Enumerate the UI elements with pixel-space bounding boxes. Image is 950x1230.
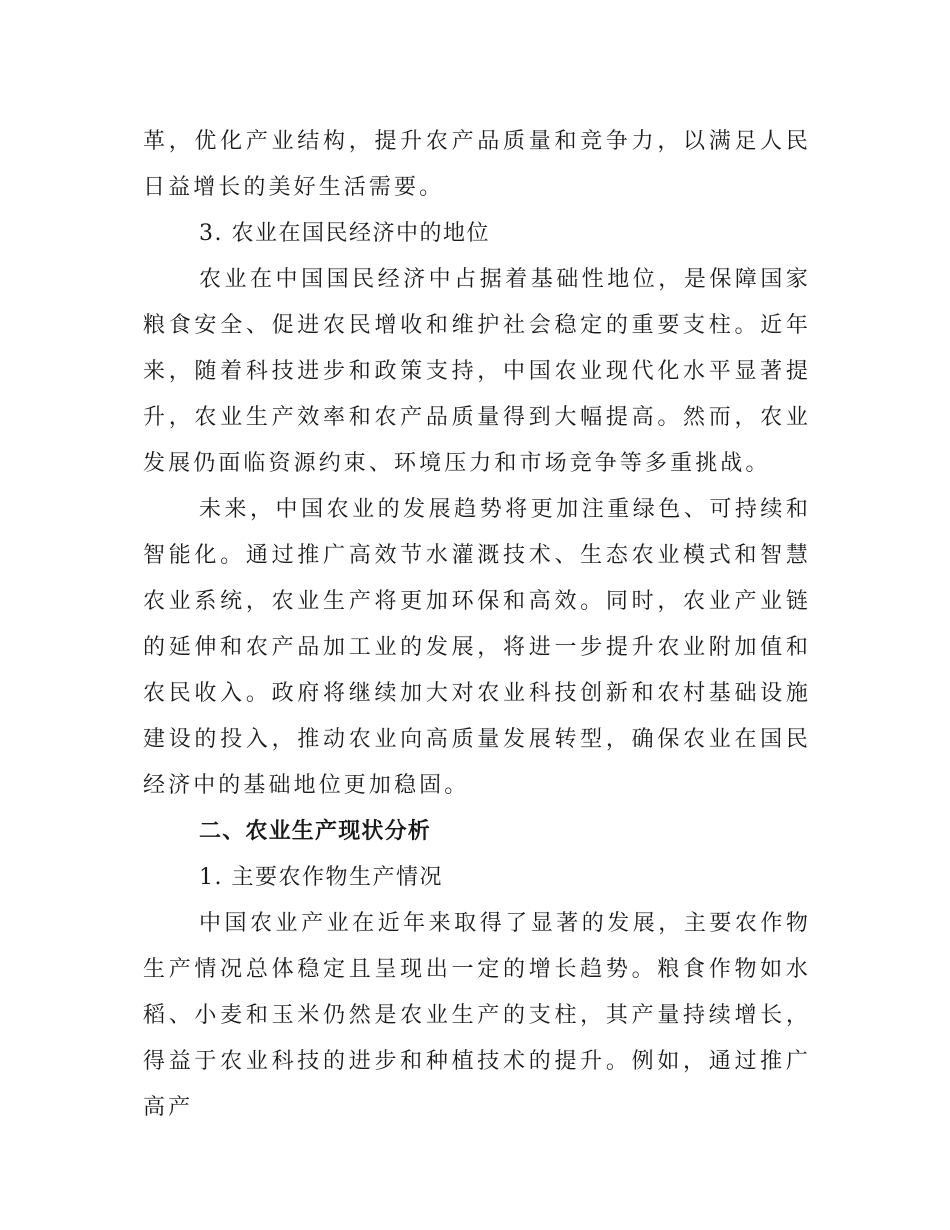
paragraph-future-trends: 未来，中国农业的发展趋势将更加注重绿色、可持续和智能化。通过推广高效节水灌溉技术、生态农业模式和智慧农业系统，农业生产将更加环保和高效。同时，农业产业链的延伸和农产品加工业的发展，将进一步提升农业附加值和农民收入。政府将继续加大对农业科技创新和农村基础设施建设的投入，推动农业向高质量发展转型，确保农业在国民经济中的基础地位更加稳固。 — [143, 497, 811, 798]
section-heading-2: 二、农业生产现状分析 — [199, 819, 432, 844]
paragraph-agriculture-position: 农业在中国国民经济中占据着基础性地位，是保障国家粮食安全、促进农民增收和维护社会稳定的重要支柱。近年来，随着科技进步和政策支持，中国农业现代化水平显著提升，农业生产效率和农产品质量得到大幅提高。然而，农业发展仍面临资源约束、环境压力和市场竞争等多重挑战。 — [143, 267, 811, 476]
document-page — [143, 119, 811, 1131]
subsection-heading-2-1: 1. 主要农作物生产情况 — [199, 865, 443, 890]
subsection-heading-3: 3. 农业在国民经济中的地位 — [199, 221, 490, 246]
paragraph-main-crops: 中国农业产业在近年来取得了显著的发展，主要农作物生产情况总体稳定且呈现出一定的增长趋势。粮食作物如水稻、小麦和玉米仍然是农业生产的支柱，其产量持续增长，得益于农业科技的进步和种植技术的提升。例如，通过推广高产 — [143, 911, 811, 1120]
paragraph-continuation: 革，优化产业结构，提升农产品质量和竞争力，以满足人民日益增长的美好生活需要。 — [143, 129, 811, 200]
